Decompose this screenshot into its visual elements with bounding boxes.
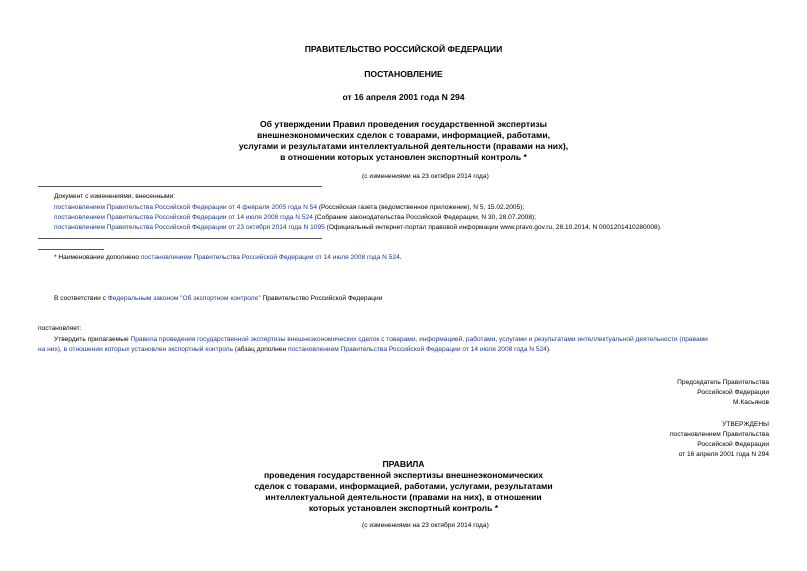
amendment-source: (Официальный интернет-портал правовой информации www.pravo.gov.ru, 28.10.2014, N 0001201410280008). <box>324 224 662 231</box>
amendment-source: (Российская газета (ведомственное приложение), N 5, 15.02.2005); <box>317 204 525 211</box>
footnote <box>54 253 402 262</box>
amendment-link[interactable]: постановлением Правительства Российской Федерации от 14 июля 2008 года N 524 <box>54 214 313 221</box>
changes-note: (с изменениями на 23 октября 2014 года) <box>362 173 489 180</box>
rules-link-continued[interactable]: на них), в отношении которых установлен экспортный контроль <box>38 346 234 353</box>
amendment-source: (Собрание законодательства Российской Федерации, N 30, 28.07.2008); <box>312 214 537 221</box>
approved-label: УТВЕРЖДЕНЫ <box>722 421 769 428</box>
rules-title-line-3: интеллектуальной деятельности (правами на них), в отношении <box>265 492 542 502</box>
approve-mid: (абзац дополнен <box>233 346 288 353</box>
rules-title-line-2: сделок с товарами, информацией, работами, услугами, результатами <box>254 481 553 491</box>
footnote-prefix: * Наименование дополнено <box>54 254 141 261</box>
resolves-label: постановляет: <box>38 325 82 332</box>
rules-changes-note: (с изменениями на 23 октября 2014 года) <box>362 522 489 529</box>
signature-name: М.Касьянов <box>733 399 769 406</box>
signature-federation: Российской Федерации <box>697 389 769 396</box>
amendment-item <box>54 223 662 232</box>
government-name: ПРАВИТЕЛЬСТВО РОССИЙСКОЙ ФЕДЕРАЦИИ <box>304 44 503 54</box>
document-type: ПОСТАНОВЛЕНИЕ <box>364 69 443 79</box>
rules-heading: ПРАВИЛА <box>382 459 425 469</box>
document-title-line-3: услугами и результатами интеллектуальной деятельности (правами на них), <box>238 141 569 151</box>
approve-paragraph-line-2 <box>38 345 551 354</box>
divider <box>38 238 322 239</box>
footnote-divider <box>38 249 104 250</box>
approve-suffix: ). <box>546 346 551 353</box>
amendment-item <box>54 213 536 222</box>
footnote-link[interactable]: постановлением Правительства Российской Федерации от 14 июля 2008 года N 524 <box>140 254 400 261</box>
amendment-link[interactable]: постановлением Правительства Российской Федерации от 23 октября 2014 года N 1095 <box>54 224 325 231</box>
approved-federation: Российской Федерации <box>697 441 769 448</box>
amendment-item <box>54 203 524 212</box>
amendment-link[interactable]: постановлением Правительства Российской Федерации от 14 июля 2008 года N 524 <box>287 346 547 353</box>
signature-title: Председатель Правительства <box>677 379 769 386</box>
document-title-line-2: внешнеэкономических сделок с товарами, информацией, работами, <box>256 130 550 140</box>
preamble <box>54 294 382 303</box>
document-date-number: от 16 апреля 2001 года N 294 <box>342 92 465 102</box>
rules-link[interactable]: Правила проведения государственной экспертизы внешнеэкономических сделок с товарами, информацией, работами, услугами и результатами интеллектуальной деятельности (правами <box>130 336 708 343</box>
rules-title-line-1: проведения государственной экспертизы внешнеэкономических <box>263 470 544 480</box>
federal-law-link[interactable]: Федеральным законом "Об экспортном контроле" <box>107 295 261 302</box>
preamble-suffix: Правительство Российской Федерации <box>260 295 383 302</box>
approved-by: постановлением Правительства <box>669 431 769 438</box>
rules-title-line-4: которых установлен экспортный контроль * <box>308 503 499 513</box>
divider <box>38 186 322 187</box>
document-title-line-4: в отношении которых установлен экспортный контроль * <box>280 152 527 162</box>
amendments-intro: Документ с изменениями, внесенными: <box>54 193 176 200</box>
preamble-prefix: В соответствии с <box>54 295 108 302</box>
footnote-suffix: . <box>399 254 402 261</box>
approve-paragraph-line-1 <box>54 335 708 344</box>
amendment-link[interactable]: постановлением Правительства Российской Федерации от 4 февраля 2005 года N 54 <box>54 204 318 211</box>
document-title-line-1: Об утверждении Правил проведения государственной экспертизы <box>260 119 547 129</box>
approved-date: от 16 апреля 2001 года N 294 <box>678 451 769 458</box>
approve-prefix: Утвердить прилагаемые <box>54 336 131 343</box>
